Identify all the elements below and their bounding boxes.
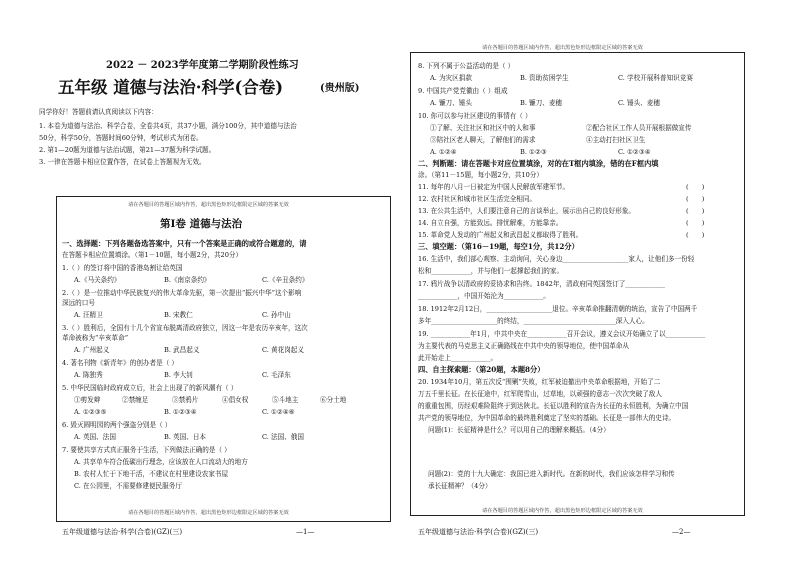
- choice-item: ④主动打扫社区卫生: [586, 136, 646, 144]
- section4-title: 四、自主探索题：（第20题，本题8分）: [418, 365, 545, 374]
- question-9: 9. 中国共产党党徽由（ ）组成: [418, 87, 508, 95]
- option-a: A. 英国、法国: [74, 433, 116, 441]
- question-2-cont: 深远的口号: [62, 299, 95, 307]
- option-a: A. 共享单车符合低碳出行理念，应该放在人口流动大的地方: [74, 458, 248, 466]
- choice-item: ⑥分土地: [320, 396, 347, 404]
- judge-item-11: 11. 每年的八月一日被定为中国人民解放军建军节。: [418, 183, 570, 191]
- question-10: 10. 你可以参与社区建设的事情有（ ）: [418, 112, 532, 120]
- choice-item: ③禁鸦片: [172, 396, 199, 404]
- option-c: C. 毛泽东: [262, 371, 291, 379]
- option-c: C. 黄花岗起义: [262, 346, 304, 354]
- option-c: C. 锤头、麦穗: [618, 99, 660, 107]
- option-c: C. 学校开展科普知识竞赛: [618, 74, 693, 82]
- option-b: B. 资助贫困学生: [520, 74, 569, 82]
- option-a: A. ①②③⑤: [74, 408, 107, 416]
- notice-line: 2. 第1—20题为道德与法治试题，第21—37题为科学试题。: [39, 146, 216, 154]
- edition-label: (贵州版): [320, 83, 360, 94]
- question-2: 2.（ ）是一位推动中华民族复兴的伟大革命先驱，第一次提出“振兴中华”这个影响: [62, 289, 302, 297]
- q20-line: 共产党的领导地位，为中国革命的最终胜利奠定了坚实的基础。长征是一部伟大的史诗。: [418, 414, 676, 422]
- question-3-cont: 革命被称为“辛亥革命”: [62, 334, 129, 342]
- fill-16-cont: 松和____________，并与他们一起撑起我们的家。: [418, 267, 564, 275]
- question-7: 7. 要使共享方式真正服务于生活，下列做法正确的是（ ）: [62, 446, 231, 454]
- fill-19: 19. ____________年1月，中共中央在____________召开会议，遵义会议开始确立了以____________: [418, 330, 706, 338]
- section2-title-cont: 涂。（第11－15题，每小题2分，共10分）: [418, 171, 543, 179]
- choice-item: ④倡女权: [222, 396, 249, 404]
- question-4: 4. 著名刊物《新青年》的创办者是（ ）: [62, 359, 178, 367]
- answer-paren: ( ): [686, 231, 705, 239]
- fill-18: 18. 1912年2月12日，____________________退位。辛亥革命推翻清朝的统治，宣告了中国两千: [418, 305, 698, 313]
- option-b: B. ①②③④: [164, 408, 197, 416]
- exam-year-title: 2022 － 2023学年度第二学期阶段性练习: [106, 60, 299, 71]
- judge-item-12: 12. 农村社区和城市社区生活完全相同。: [418, 195, 537, 203]
- option-b: B. 英国、日本: [164, 433, 207, 441]
- fill-16: 16. 生活中，我们部心观察、主动询问，关心身边____________________家人，让他们多一份轻: [418, 255, 695, 263]
- option-b: B.《南京条约》: [164, 276, 211, 284]
- choice-item: ②配合社区工作人员开展根据做宣传: [586, 124, 692, 132]
- choice-item: ⑤斗地主: [272, 396, 299, 404]
- option-b: B. 镰刀、麦穗: [520, 99, 563, 107]
- fill-18-cont: 多年____________________的终结，____________________________深入人心。: [418, 317, 649, 325]
- option-a: A. 为灾区捐款: [430, 74, 472, 82]
- option-c: C. ①②④⑥: [262, 408, 295, 416]
- fill-19-cont2: 此开始走上____________。: [418, 354, 498, 362]
- section2-title: 二、判断题：请在答题卡对应位置填涂，对的在T框内填涂，错的在F框内填: [418, 159, 659, 168]
- option-c: C. 在公园里，不需要修建便民服务厅: [74, 482, 182, 490]
- page-two: [400, 0, 794, 561]
- answer-paren: ( ): [686, 195, 705, 203]
- question-5: 5. 中华民国临时政府成立后，社会上出现了的新风潮有（ ）: [62, 384, 238, 392]
- choice-item: ②禁缠足: [122, 396, 149, 404]
- section3-title: 三、填空题：（第16－19题，每空1分，共12分）: [418, 242, 579, 251]
- option-c: C. 孙中山: [262, 311, 291, 319]
- footer-page-number: —2—: [672, 528, 691, 536]
- fill-17: 17. 鸦片战争以清政府的妥协求和告终。1842年，清政府同英国签订了____________: [418, 280, 665, 288]
- answer-paren: ( ): [686, 207, 705, 215]
- choice-item: ③陪社区老人聊天，了解他们的需求: [430, 136, 536, 144]
- question-6: 6. 毁灭圆明园的两个强盗分别是（ ）: [62, 421, 172, 429]
- notice-intro: 同学你好！答题前请认真阅读以下内容：: [39, 108, 158, 116]
- option-b: B. ①②③: [520, 148, 547, 156]
- box-header: 请在各题目的答题区域内作答，超出黑色矩形边框限定区域的答案无效: [128, 202, 289, 208]
- option-b: B. 武昌起义: [164, 346, 200, 354]
- notice-line: 3. 一律在答题卡相应位置作答，在试卷上答题视为无效。: [39, 158, 206, 166]
- choice-item: ①剪发辫: [74, 396, 101, 404]
- choice-item: ①了解、关注社区和社区中的人和事: [430, 124, 536, 132]
- q20-line: 20. 1934年10月，第五次反“围剿”失败，红军被迫撤出中央革命根据地，开始了二: [418, 378, 661, 386]
- section1-title: 一、选择题：下列各题备选答案中，只有一个答案是正确的或符合题意的，请: [62, 239, 307, 248]
- footer-left: 五年级道德与法治·科学(合卷)(GZ)(三): [62, 528, 183, 536]
- option-c: C.《辛丑条约》: [262, 276, 309, 284]
- q20-ask-1: 问题(1)：长征精神是什么？可以用自己的理解来概括。（4分）: [428, 426, 610, 434]
- option-b: B. 农村人忙于下地干活，不建议在村里建设农家书屋: [74, 470, 229, 478]
- section1-title-cont: 在答题卡相应位置填涂。（第1－10题，每小题2分，共20分）: [62, 251, 243, 259]
- question-1: 1.（ ）的签订将中国的香港岛割让给英国: [62, 264, 183, 272]
- footer-page-number: —1—: [296, 528, 315, 536]
- option-a: A. 广州起义: [74, 346, 110, 354]
- option-a: A. ①②④: [430, 148, 457, 156]
- option-a: A. 镰刀、锤头: [430, 99, 472, 107]
- judge-item-14: 14. 自立自强，方能致远。排忧解难，方能靠亲。: [418, 219, 563, 227]
- option-a: A. 汪精卫: [74, 311, 103, 319]
- section-title: 第Ⅰ卷 道德与法治: [160, 218, 243, 230]
- answer-paren: ( ): [686, 219, 705, 227]
- footer-left: 五年级道德与法治·科学(合卷)(GZ)(三): [418, 528, 539, 536]
- fill-19-cont: 为主要代表的马克思主义正确路线在中共中央的领导地位，使中国革命从: [418, 342, 629, 350]
- box-footer: 请在各题目的答题区域内作答，超出黑色矩形边框限定区域的答案无效: [482, 508, 643, 514]
- question-3: 3.（ ）胜利后，全国有十几个省宣布脱离清政府独立，因这一年是农历辛亥年，这次: [62, 324, 308, 332]
- question-8: 8. 下列不属于公益活动的是（ ）: [418, 62, 515, 70]
- box-footer: 请在各题目的答题区域内作答，超出黑色矩形边框限定区域的答案无效: [128, 510, 289, 516]
- fill-17-cont: ____________，中国开始沦为____________。: [418, 292, 550, 300]
- option-a: A.《马关条约》: [74, 276, 121, 284]
- q20-line: 万五千里长征。在长征途中，红军爬雪山，过草地，以顽强的意志一次次突破了敌人: [418, 390, 662, 398]
- judge-item-13: 13. 在公共生活中，人们要注意自己的言谈举止，展示出自己的良好形象。: [418, 207, 635, 215]
- answer-paren: ( ): [686, 183, 705, 191]
- box-header: 请在各题目的答题区域内作答，超出黑色矩形边框限定区域的答案无效: [482, 45, 643, 51]
- notice-line: 1. 本卷为道德与法治、科学合卷，全卷共4页，共37小题，满分100分，其中道德与法治: [39, 122, 297, 130]
- judge-item-15: 15. 革命党人发动的广州起义和武昌起义都取得了胜利。: [418, 231, 583, 239]
- option-b: B. 宋教仁: [164, 311, 193, 319]
- option-a: A. 陈独秀: [74, 371, 103, 379]
- notice-line: 50分，科学50分，答题时间60分钟，考试形式为闭卷。: [39, 134, 203, 142]
- q20-ask-2-cont: 承长征精神？（4分）: [428, 482, 492, 490]
- option-c: C. 法国、俄国: [262, 433, 304, 441]
- exam-main-title: 五年级 道德与法治·科学(合卷): [58, 78, 284, 97]
- option-c: C. ①②③④: [618, 148, 651, 156]
- q20-line: 的重重包围，历经艰难险阻终于到达陕北。长征以胜利的宣告为长征的永恒胜利，为确立中国: [418, 402, 689, 410]
- option-b: B. 李大钊: [164, 371, 193, 379]
- q20-ask-2: 问题(2)：党的十九大确定：我国已进入新时代。在新的时代，我们应该怎样学习和传: [428, 470, 675, 478]
